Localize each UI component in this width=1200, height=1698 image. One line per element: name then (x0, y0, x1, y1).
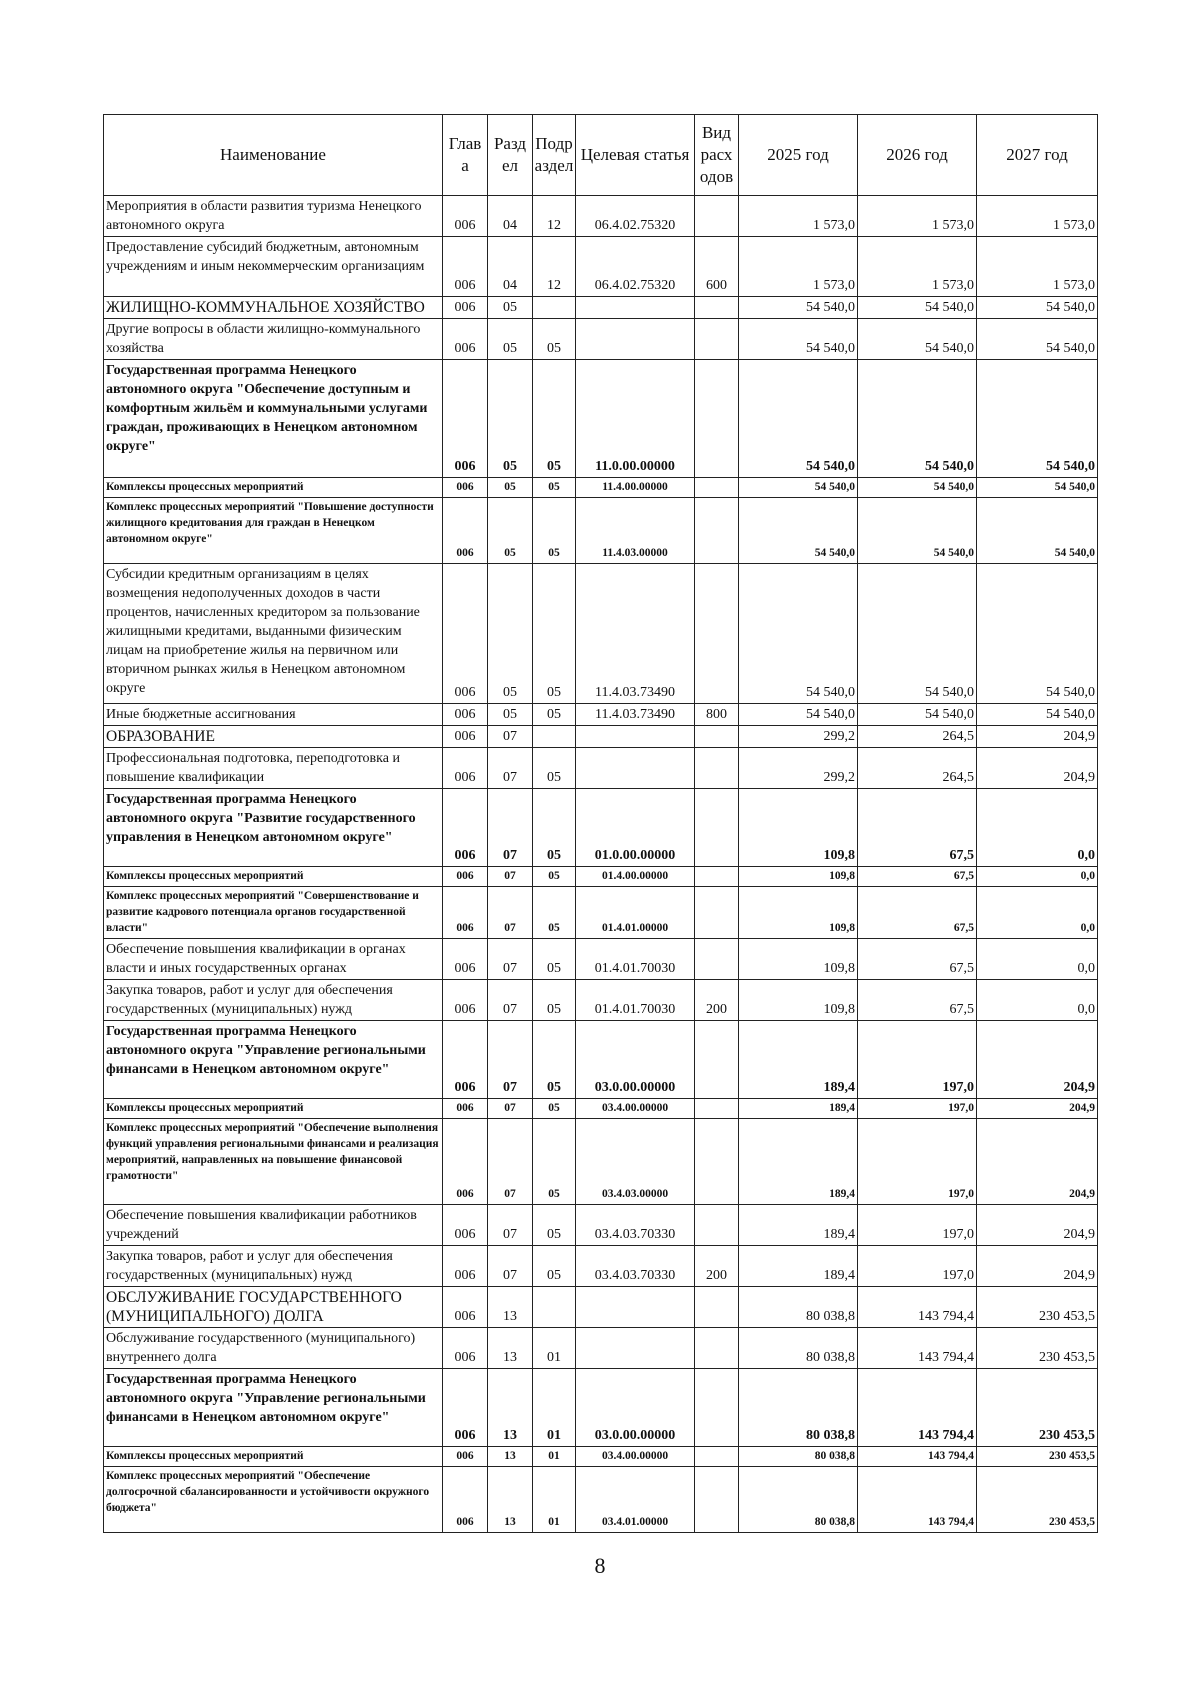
row-name: Комплекс процессных мероприятий "Обеспечение выполнения функций управления региональными финансами и реализация мероприятий, направленных на повышение финансовой грамотности" (104, 1119, 443, 1205)
row-amount-2027: 204,9 (977, 1021, 1098, 1099)
table-row (104, 196, 1098, 237)
row-chapter: 006 (443, 867, 488, 887)
header-year-2027: 2027 год (977, 115, 1098, 196)
table-row (104, 1246, 1098, 1287)
header-subsection: Подр аздел (533, 115, 576, 196)
row-amount-2025: 189,4 (739, 1119, 858, 1205)
row-subsection: 05 (533, 498, 576, 564)
row-subsection: 05 (533, 789, 576, 867)
row-section: 13 (488, 1287, 533, 1328)
row-amount-2026: 54 540,0 (858, 564, 977, 704)
table-row (104, 887, 1098, 939)
row-amount-2025: 80 038,8 (739, 1369, 858, 1447)
row-chapter: 006 (443, 789, 488, 867)
row-chapter: 006 (443, 887, 488, 939)
table-row (104, 237, 1098, 297)
row-subsection (533, 297, 576, 319)
row-amount-2027: 54 540,0 (977, 498, 1098, 564)
row-amount-2026: 54 540,0 (858, 360, 977, 478)
row-amount-2025: 80 038,8 (739, 1467, 858, 1533)
row-name: Обеспечение повышения квалификации в органах власти и иных государственных органах (104, 939, 443, 980)
row-subsection: 05 (533, 478, 576, 498)
header-name: Наименование (104, 115, 443, 196)
row-expense-type: 800 (695, 704, 739, 726)
row-expense-type (695, 1287, 739, 1328)
row-amount-2026: 143 794,4 (858, 1447, 977, 1467)
row-target: 03.4.00.00000 (576, 1447, 695, 1467)
row-expense-type: 200 (695, 980, 739, 1021)
row-expense-type (695, 196, 739, 237)
row-name: Субсидии кредитным организациям в целях возмещения недополученных доходов в части процентов, начисленных кредитором за пользование жилищными кредитами, выданными физическим лицам на приобретение жилья на первичном или вторичном рынках жилья в Ненецком автономном округе (104, 564, 443, 704)
row-chapter: 006 (443, 1099, 488, 1119)
row-chapter: 006 (443, 1287, 488, 1328)
row-expense-type (695, 1099, 739, 1119)
row-name: Комплексы процессных мероприятий (104, 867, 443, 887)
row-amount-2027: 204,9 (977, 726, 1098, 748)
row-target: 06.4.02.75320 (576, 196, 695, 237)
row-chapter: 006 (443, 237, 488, 297)
row-subsection: 01 (533, 1328, 576, 1369)
row-target: 03.4.01.00000 (576, 1467, 695, 1533)
row-chapter: 006 (443, 498, 488, 564)
row-target (576, 1287, 695, 1328)
row-section: 07 (488, 1205, 533, 1246)
row-amount-2026: 197,0 (858, 1205, 977, 1246)
row-amount-2027: 0,0 (977, 980, 1098, 1021)
row-name: Мероприятия в области развития туризма Ненецкого автономного округа (104, 196, 443, 237)
row-amount-2027: 230 453,5 (977, 1369, 1098, 1447)
row-section: 07 (488, 789, 533, 867)
row-name: Государственная программа Ненецкого автономного округа "Управление региональными финансами в Ненецком автономном округе" (104, 1021, 443, 1099)
row-chapter: 006 (443, 1467, 488, 1533)
row-amount-2025: 80 038,8 (739, 1447, 858, 1467)
row-section: 07 (488, 1246, 533, 1287)
row-amount-2025: 109,8 (739, 980, 858, 1021)
row-target: 11.4.03.00000 (576, 498, 695, 564)
row-subsection: 05 (533, 980, 576, 1021)
row-chapter: 006 (443, 1246, 488, 1287)
row-amount-2025: 189,4 (739, 1021, 858, 1099)
row-chapter: 006 (443, 297, 488, 319)
table-row (104, 1099, 1098, 1119)
row-amount-2025: 189,4 (739, 1246, 858, 1287)
table-row (104, 789, 1098, 867)
row-name: Комплексы процессных мероприятий (104, 478, 443, 498)
row-expense-type (695, 939, 739, 980)
row-amount-2026: 1 573,0 (858, 237, 977, 297)
row-section: 07 (488, 887, 533, 939)
row-target (576, 1328, 695, 1369)
row-amount-2027: 54 540,0 (977, 564, 1098, 704)
row-amount-2027: 54 540,0 (977, 704, 1098, 726)
table-row (104, 1021, 1098, 1099)
row-name: Другие вопросы в области жилищно-коммунального хозяйства (104, 319, 443, 360)
row-section: 07 (488, 867, 533, 887)
row-expense-type (695, 748, 739, 789)
row-amount-2025: 54 540,0 (739, 704, 858, 726)
row-section: 04 (488, 237, 533, 297)
row-expense-type (695, 498, 739, 564)
row-target: 01.4.01.00000 (576, 887, 695, 939)
row-subsection (533, 1287, 576, 1328)
row-name: Закупка товаров, работ и услуг для обеспечения государственных (муниципальных) нужд (104, 980, 443, 1021)
row-amount-2027: 204,9 (977, 1246, 1098, 1287)
row-name: Комплексы процессных мероприятий (104, 1447, 443, 1467)
row-expense-type (695, 1021, 739, 1099)
row-amount-2025: 109,8 (739, 939, 858, 980)
row-section: 13 (488, 1447, 533, 1467)
row-section: 05 (488, 704, 533, 726)
row-amount-2027: 204,9 (977, 1119, 1098, 1205)
row-section: 05 (488, 564, 533, 704)
row-expense-type (695, 1328, 739, 1369)
row-amount-2025: 80 038,8 (739, 1328, 858, 1369)
row-expense-type: 200 (695, 1246, 739, 1287)
row-amount-2026: 54 540,0 (858, 498, 977, 564)
row-amount-2026: 264,5 (858, 748, 977, 789)
row-amount-2025: 299,2 (739, 748, 858, 789)
row-subsection: 05 (533, 360, 576, 478)
row-subsection: 05 (533, 1021, 576, 1099)
row-expense-type (695, 867, 739, 887)
row-section: 05 (488, 297, 533, 319)
row-amount-2025: 1 573,0 (739, 196, 858, 237)
row-amount-2026: 67,5 (858, 887, 977, 939)
budget-table (103, 114, 1098, 1533)
table-row (104, 726, 1098, 748)
row-subsection: 05 (533, 319, 576, 360)
row-name: Обеспечение повышения квалификации работников учреждений (104, 1205, 443, 1246)
row-amount-2027: 0,0 (977, 887, 1098, 939)
row-target: 03.4.00.00000 (576, 1099, 695, 1119)
header-row (104, 115, 1098, 196)
row-expense-type (695, 1467, 739, 1533)
row-target: 01.4.01.70030 (576, 980, 695, 1021)
page-number: 8 (594, 1553, 606, 1578)
table-row (104, 564, 1098, 704)
row-amount-2027: 230 453,5 (977, 1328, 1098, 1369)
row-chapter: 006 (443, 1205, 488, 1246)
row-amount-2026: 1 573,0 (858, 196, 977, 237)
table-row (104, 360, 1098, 478)
row-subsection: 05 (533, 748, 576, 789)
row-amount-2025: 109,8 (739, 887, 858, 939)
row-section: 07 (488, 980, 533, 1021)
row-amount-2026: 54 540,0 (858, 319, 977, 360)
row-amount-2026: 67,5 (858, 939, 977, 980)
row-amount-2026: 67,5 (858, 789, 977, 867)
row-amount-2025: 189,4 (739, 1205, 858, 1246)
row-amount-2027: 54 540,0 (977, 297, 1098, 319)
row-expense-type (695, 1369, 739, 1447)
row-subsection: 05 (533, 704, 576, 726)
row-amount-2025: 54 540,0 (739, 564, 858, 704)
row-target: 11.4.00.00000 (576, 478, 695, 498)
header-year-2025: 2025 год (739, 115, 858, 196)
row-name: Комплексы процессных мероприятий (104, 1099, 443, 1119)
row-section: 07 (488, 1119, 533, 1205)
row-name: Комплекс процессных мероприятий "Обеспечение долгосрочной сбалансированности и устойчивости окружного бюджета" (104, 1467, 443, 1533)
table-row (104, 1205, 1098, 1246)
row-chapter: 006 (443, 196, 488, 237)
row-amount-2027: 0,0 (977, 939, 1098, 980)
row-expense-type (695, 297, 739, 319)
row-chapter: 006 (443, 478, 488, 498)
row-amount-2027: 0,0 (977, 789, 1098, 867)
row-amount-2027: 204,9 (977, 748, 1098, 789)
row-amount-2025: 80 038,8 (739, 1287, 858, 1328)
row-subsection: 01 (533, 1447, 576, 1467)
row-name: Предоставление субсидий бюджетным, автономным учреждениям и иным некоммерческим организациям (104, 237, 443, 297)
row-chapter: 006 (443, 726, 488, 748)
row-expense-type (695, 1119, 739, 1205)
row-chapter: 006 (443, 704, 488, 726)
row-amount-2026: 143 794,4 (858, 1328, 977, 1369)
row-expense-type (695, 360, 739, 478)
row-amount-2026: 197,0 (858, 1021, 977, 1099)
row-target (576, 748, 695, 789)
row-section: 05 (488, 360, 533, 478)
row-chapter: 006 (443, 1119, 488, 1205)
row-expense-type: 600 (695, 237, 739, 297)
row-name: Государственная программа Ненецкого автономного округа "Обеспечение доступным и комфортным жильём и коммунальными услугами граждан, проживающих в Ненецком автономном округе" (104, 360, 443, 478)
row-expense-type (695, 1205, 739, 1246)
row-chapter: 006 (443, 1447, 488, 1467)
table-row (104, 297, 1098, 319)
row-amount-2027: 230 453,5 (977, 1287, 1098, 1328)
row-name: Закупка товаров, работ и услуг для обеспечения государственных (муниципальных) нужд (104, 1246, 443, 1287)
row-amount-2025: 109,8 (739, 789, 858, 867)
row-amount-2027: 1 573,0 (977, 237, 1098, 297)
row-name: Обслуживание государственного (муниципального) внутреннего долга (104, 1328, 443, 1369)
row-subsection: 01 (533, 1369, 576, 1447)
table-row (104, 1328, 1098, 1369)
row-amount-2025: 299,2 (739, 726, 858, 748)
row-amount-2026: 67,5 (858, 867, 977, 887)
row-subsection: 05 (533, 1246, 576, 1287)
table-row (104, 939, 1098, 980)
row-amount-2027: 230 453,5 (977, 1447, 1098, 1467)
row-section: 07 (488, 1021, 533, 1099)
row-section: 07 (488, 1099, 533, 1119)
row-name: Комплекс процессных мероприятий "Повышение доступности жилищного кредитования для граждан в Ненецком автономном округе" (104, 498, 443, 564)
row-amount-2027: 54 540,0 (977, 319, 1098, 360)
row-amount-2027: 0,0 (977, 867, 1098, 887)
row-name: ОБРАЗОВАНИЕ (104, 726, 443, 748)
table-row (104, 748, 1098, 789)
row-chapter: 006 (443, 564, 488, 704)
row-expense-type (695, 1447, 739, 1467)
table-row (104, 319, 1098, 360)
row-amount-2026: 264,5 (858, 726, 977, 748)
row-amount-2025: 109,8 (739, 867, 858, 887)
table-row (104, 1287, 1098, 1328)
row-target: 06.4.02.75320 (576, 237, 695, 297)
row-section: 13 (488, 1467, 533, 1533)
table-row (104, 1467, 1098, 1533)
row-section: 05 (488, 498, 533, 564)
row-amount-2026: 143 794,4 (858, 1467, 977, 1533)
row-amount-2026: 143 794,4 (858, 1369, 977, 1447)
row-amount-2026: 54 540,0 (858, 704, 977, 726)
row-target: 01.0.00.00000 (576, 789, 695, 867)
row-target: 03.4.03.00000 (576, 1119, 695, 1205)
row-amount-2027: 54 540,0 (977, 478, 1098, 498)
row-amount-2027: 204,9 (977, 1099, 1098, 1119)
row-name: Комплекс процессных мероприятий "Совершенствование и развитие кадрового потенциала органов государственной власти" (104, 887, 443, 939)
row-section: 04 (488, 196, 533, 237)
row-target: 01.4.01.70030 (576, 939, 695, 980)
row-subsection: 05 (533, 887, 576, 939)
row-name: ЖИЛИЩНО-КОММУНАЛЬНОЕ ХОЗЯЙСТВО (104, 297, 443, 319)
header-chapter: Глав а (443, 115, 488, 196)
row-target: 03.4.03.70330 (576, 1246, 695, 1287)
row-expense-type (695, 789, 739, 867)
row-expense-type (695, 564, 739, 704)
row-subsection: 12 (533, 196, 576, 237)
header-year-2026: 2026 год (858, 115, 977, 196)
table-row (104, 1447, 1098, 1467)
row-chapter: 006 (443, 1021, 488, 1099)
row-expense-type (695, 319, 739, 360)
row-amount-2026: 197,0 (858, 1119, 977, 1205)
row-subsection: 05 (533, 939, 576, 980)
row-target (576, 297, 695, 319)
row-section: 05 (488, 478, 533, 498)
row-chapter: 006 (443, 1328, 488, 1369)
row-target: 03.0.00.00000 (576, 1369, 695, 1447)
row-subsection: 05 (533, 1205, 576, 1246)
row-chapter: 006 (443, 939, 488, 980)
row-amount-2027: 204,9 (977, 1205, 1098, 1246)
row-target: 03.0.00.00000 (576, 1021, 695, 1099)
row-name: ОБСЛУЖИВАНИЕ ГОСУДАРСТВЕННОГО (МУНИЦИПАЛЬНОГО) ДОЛГА (104, 1287, 443, 1328)
row-chapter: 006 (443, 980, 488, 1021)
row-amount-2027: 230 453,5 (977, 1467, 1098, 1533)
row-target: 11.4.03.73490 (576, 704, 695, 726)
row-amount-2027: 1 573,0 (977, 196, 1098, 237)
row-target: 01.4.00.00000 (576, 867, 695, 887)
row-target (576, 726, 695, 748)
table-row (104, 867, 1098, 887)
row-chapter: 006 (443, 319, 488, 360)
row-amount-2025: 54 540,0 (739, 360, 858, 478)
row-target: 11.4.03.73490 (576, 564, 695, 704)
row-expense-type (695, 726, 739, 748)
row-amount-2025: 1 573,0 (739, 237, 858, 297)
row-expense-type (695, 478, 739, 498)
row-amount-2025: 54 540,0 (739, 478, 858, 498)
row-section: 07 (488, 748, 533, 789)
row-subsection: 01 (533, 1467, 576, 1533)
row-name: Профессиональная подготовка, переподготовка и повышение квалификации (104, 748, 443, 789)
row-chapter: 006 (443, 360, 488, 478)
header-target: Целевая статья (576, 115, 695, 196)
row-chapter: 006 (443, 748, 488, 789)
row-expense-type (695, 887, 739, 939)
row-amount-2026: 54 540,0 (858, 297, 977, 319)
row-amount-2026: 143 794,4 (858, 1287, 977, 1328)
row-chapter: 006 (443, 1369, 488, 1447)
table-row (104, 704, 1098, 726)
row-amount-2025: 54 540,0 (739, 297, 858, 319)
row-target: 11.0.00.00000 (576, 360, 695, 478)
table-row (104, 980, 1098, 1021)
table-row (104, 1369, 1098, 1447)
row-amount-2026: 197,0 (858, 1246, 977, 1287)
table-row (104, 478, 1098, 498)
row-section: 13 (488, 1328, 533, 1369)
row-section: 13 (488, 1369, 533, 1447)
row-subsection: 05 (533, 564, 576, 704)
row-subsection: 05 (533, 867, 576, 887)
row-subsection: 05 (533, 1099, 576, 1119)
row-name: Государственная программа Ненецкого автономного округа "Управление региональными финансами в Ненецком автономном округе" (104, 1369, 443, 1447)
row-amount-2025: 54 540,0 (739, 319, 858, 360)
header-section: Разд ел (488, 115, 533, 196)
row-amount-2026: 197,0 (858, 1099, 977, 1119)
row-target (576, 319, 695, 360)
row-name: Иные бюджетные ассигнования (104, 704, 443, 726)
row-section: 05 (488, 319, 533, 360)
row-amount-2026: 67,5 (858, 980, 977, 1021)
row-amount-2025: 54 540,0 (739, 498, 858, 564)
row-amount-2025: 189,4 (739, 1099, 858, 1119)
row-section: 07 (488, 939, 533, 980)
header-expense-type: Вид расх одов (695, 115, 739, 196)
row-subsection (533, 726, 576, 748)
row-subsection: 12 (533, 237, 576, 297)
row-name: Государственная программа Ненецкого автономного округа "Развитие государственного управления в Ненецком автономном округе" (104, 789, 443, 867)
row-amount-2026: 54 540,0 (858, 478, 977, 498)
row-subsection: 05 (533, 1119, 576, 1205)
table-row (104, 1119, 1098, 1205)
row-amount-2027: 54 540,0 (977, 360, 1098, 478)
table-row (104, 498, 1098, 564)
row-section: 07 (488, 726, 533, 748)
row-target: 03.4.03.70330 (576, 1205, 695, 1246)
